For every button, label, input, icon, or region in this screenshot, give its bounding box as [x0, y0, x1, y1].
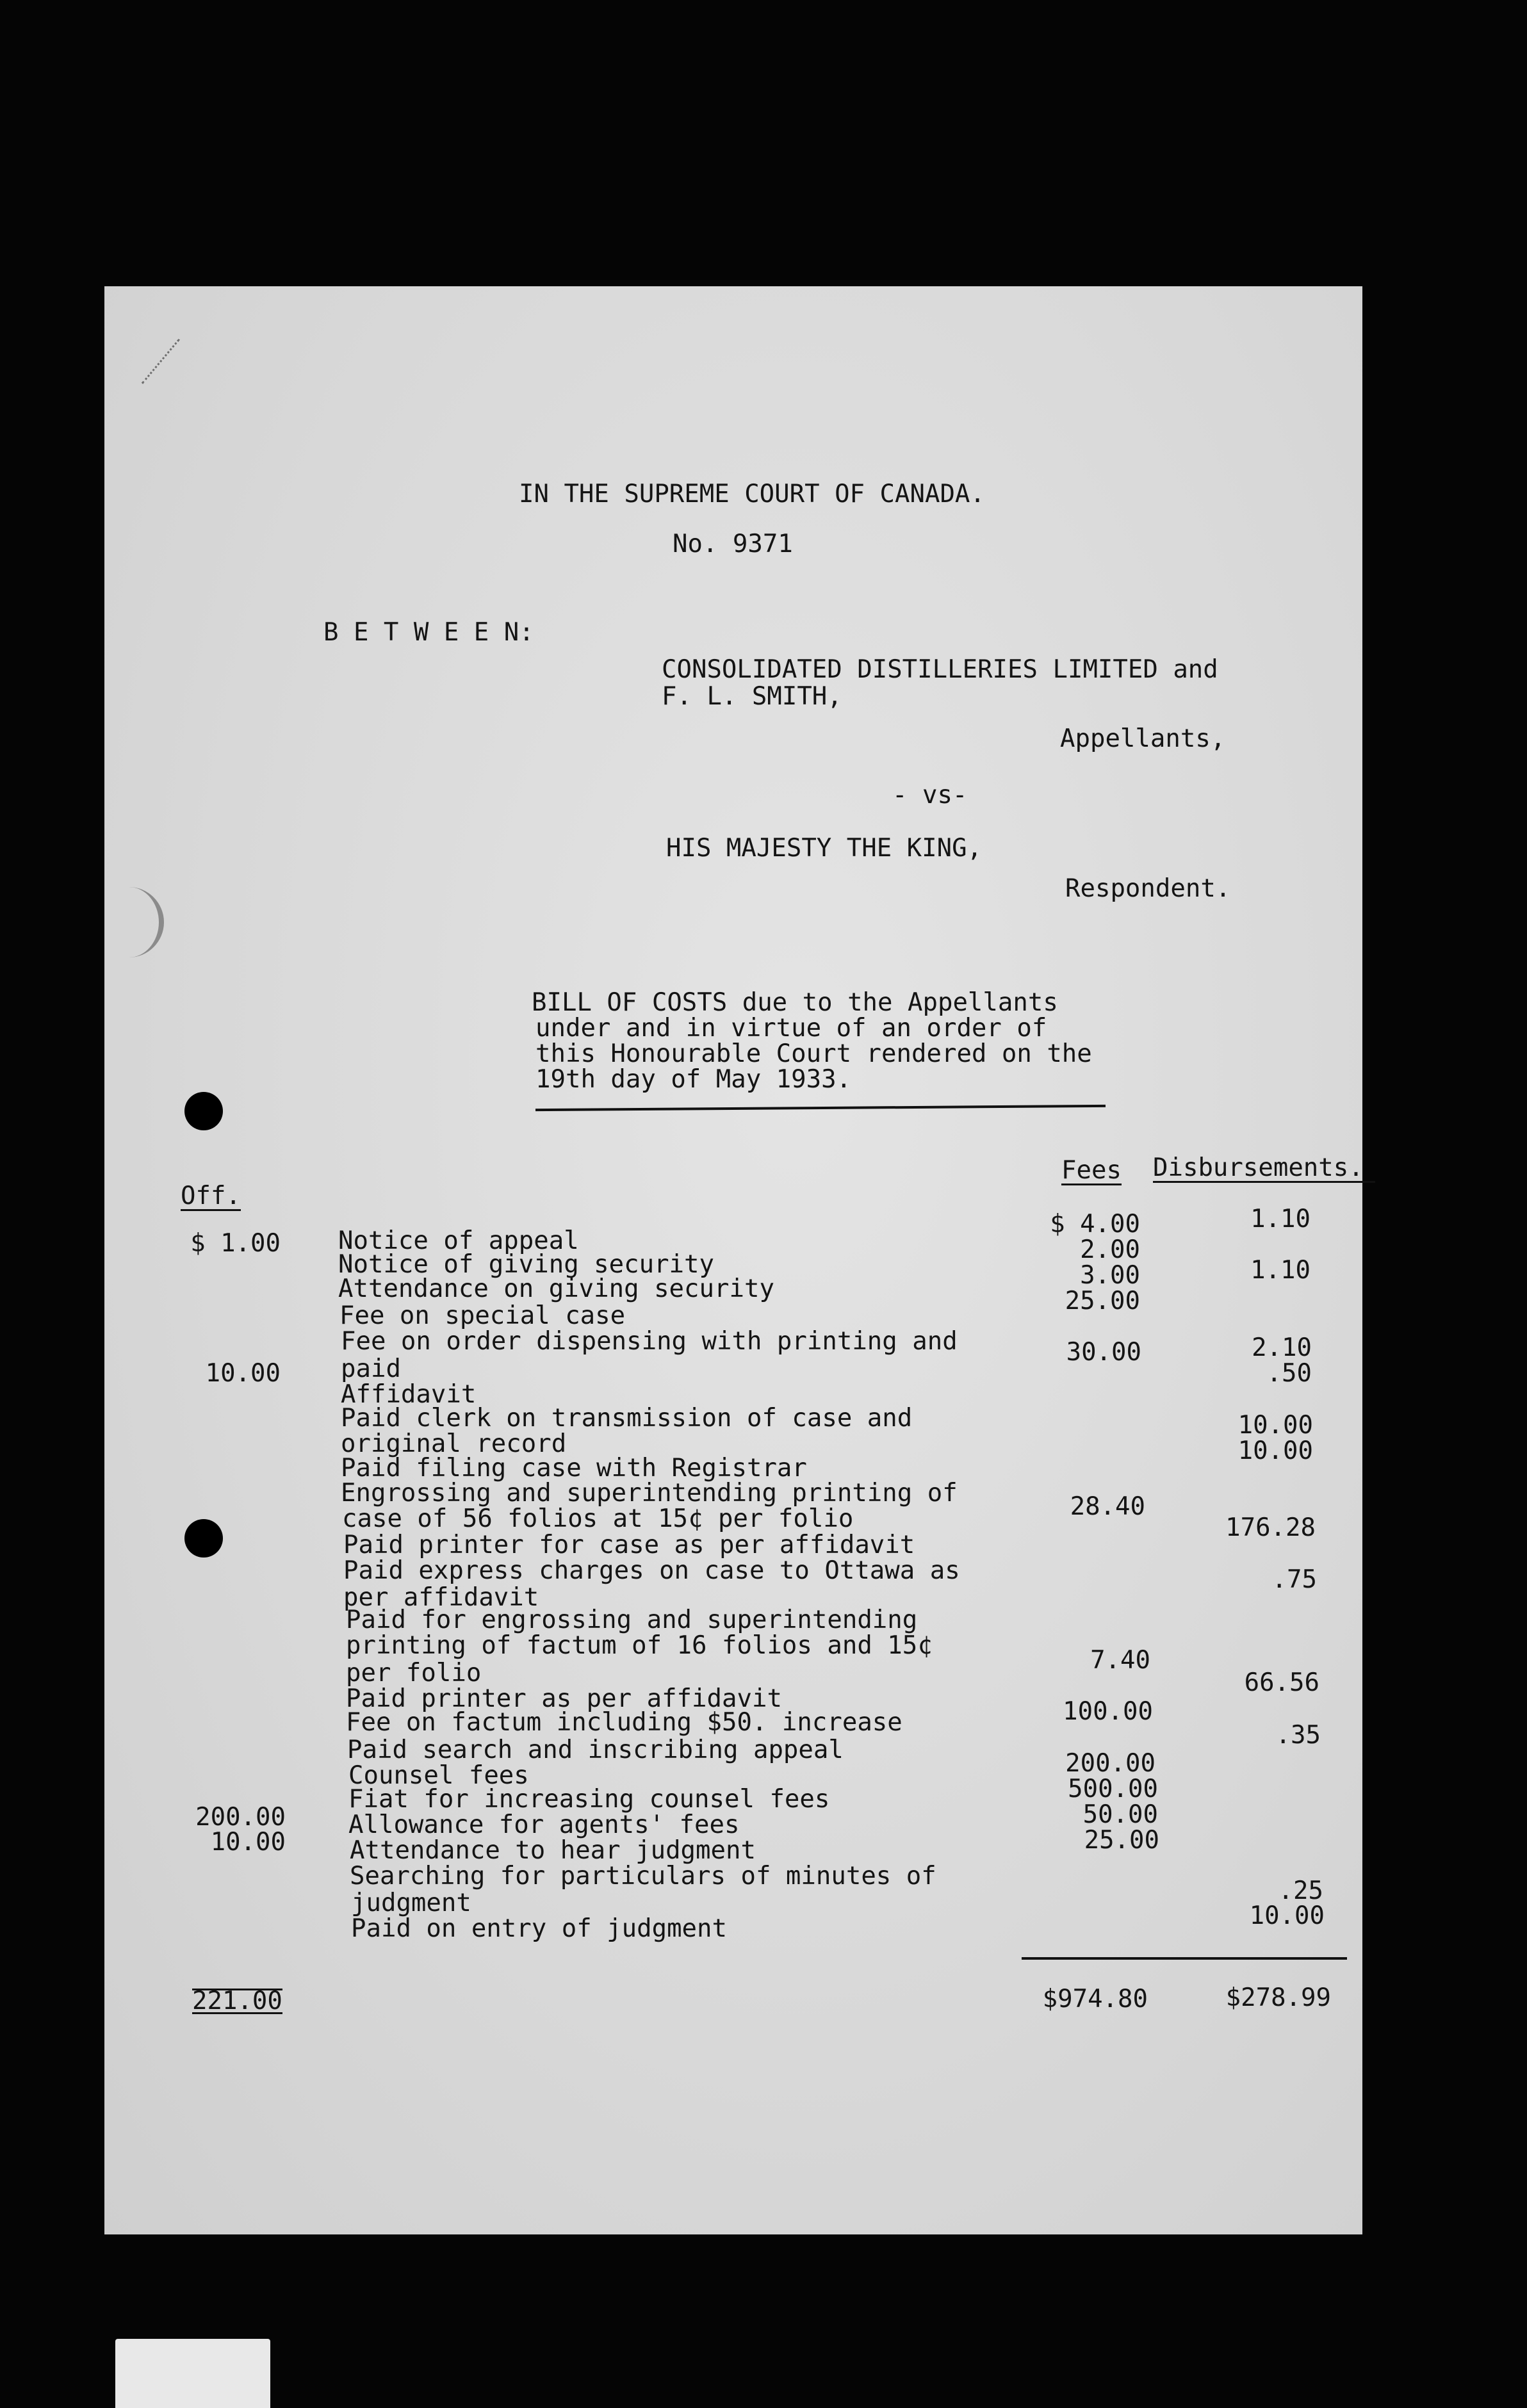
fees-value: 28.40 — [1070, 1492, 1145, 1521]
item-description: Attendance to hear judgment — [350, 1836, 756, 1865]
punch-hole-bottom — [184, 1519, 223, 1558]
item-description: Notice of appeal — [338, 1226, 579, 1255]
disbursement-value: 1.10 — [1250, 1256, 1311, 1285]
off-value: 10.00 — [205, 1359, 281, 1388]
item-description: Notice of giving security — [338, 1250, 714, 1279]
disbursement-value: 1.10 — [1250, 1205, 1311, 1233]
item-description: Fee on special case — [339, 1301, 626, 1330]
respondent-name: HIS MAJESTY THE KING, — [666, 834, 983, 863]
fees-value: 25.00 — [1084, 1826, 1159, 1855]
item-description: Paid printer for case as per affidavit — [343, 1531, 915, 1559]
bill-title-line1: BILL OF COSTS due to the Appellants — [532, 988, 1058, 1017]
appellant-name-line2: F. L. SMITH, — [662, 682, 842, 711]
item-description: Counsel fees — [348, 1761, 529, 1790]
fees-value: 30.00 — [1066, 1338, 1141, 1367]
document-page — [104, 286, 1362, 2234]
appellants-label: Appellants, — [1060, 724, 1226, 753]
item-description: Paid clerk on transmission of case and — [341, 1404, 913, 1433]
item-description: Fee on order dispensing with printing and — [341, 1327, 958, 1356]
col-header-disbursements: Disbursements. — [1153, 1155, 1375, 1183]
court-heading: IN THE SUPREME COURT OF CANADA. — [519, 480, 985, 508]
item-description: Fee on factum including $50. increase — [346, 1708, 902, 1737]
item-description: Affidavit — [341, 1380, 477, 1409]
disbursements-total: $278.99 — [1225, 1983, 1331, 2012]
item-description: paid — [341, 1354, 401, 1383]
fees-value: 100.00 — [1063, 1697, 1153, 1726]
col-header-off: Off. — [181, 1182, 241, 1210]
case-number: No. 9371 — [673, 530, 793, 558]
bill-title-line4: 19th day of May 1933. — [535, 1065, 852, 1094]
item-description: Paid express charges on case to Ottawa as — [343, 1556, 960, 1585]
item-description: Allowance for agents' fees — [348, 1810, 740, 1839]
fees-value: 3.00 — [1080, 1261, 1140, 1290]
disbursement-value: 10.00 — [1237, 1411, 1313, 1440]
item-description: judgment — [351, 1889, 471, 1917]
disbursement-value: 10.00 — [1249, 1901, 1325, 1930]
fees-value: 50.00 — [1082, 1800, 1158, 1829]
respondent-label: Respondent. — [1065, 874, 1231, 903]
versus-label: - vs- — [892, 781, 968, 809]
disbursement-value: 66.56 — [1244, 1668, 1319, 1697]
disbursement-value: 10.00 — [1237, 1436, 1313, 1465]
item-description: case of 56 folios at 15¢ per folio — [342, 1504, 854, 1533]
bill-title-line2: under and in virtue of an order of — [535, 1014, 1047, 1043]
punch-hole-top — [184, 1092, 223, 1130]
item-description: per folio — [346, 1659, 482, 1688]
col-header-fees: Fees — [1061, 1156, 1122, 1185]
item-description: Paid for engrossing and superintending — [346, 1606, 918, 1634]
item-description: printing of factum of 16 folios and 15¢ — [346, 1631, 933, 1660]
bill-title-line3: this Honourable Court rendered on the — [535, 1039, 1092, 1068]
film-tab — [115, 2339, 270, 2408]
appellant-name-line1: CONSOLIDATED DISTILLERIES LIMITED and — [662, 655, 1218, 684]
off-value: 200.00 — [195, 1803, 286, 1832]
off-total: 221.00 — [192, 1987, 282, 2015]
off-value: $ 1.00 — [190, 1229, 281, 1258]
item-description: Engrossing and superintending printing of — [341, 1479, 958, 1508]
fees-value: 2.00 — [1080, 1235, 1140, 1264]
fees-value: $ 4.00 — [1050, 1210, 1140, 1239]
item-description: Fiat for increasing counsel fees — [348, 1785, 830, 1814]
fees-value: 7.40 — [1090, 1646, 1150, 1675]
disbursement-value: .50 — [1266, 1359, 1312, 1388]
item-description: Searching for particulars of minutes of — [350, 1862, 936, 1891]
item-description: Paid search and inscribing appeal — [347, 1736, 844, 1764]
disbursement-value: .75 — [1271, 1565, 1317, 1594]
item-description: per affidavit — [343, 1583, 539, 1612]
item-description: original record — [341, 1429, 567, 1458]
item-description: Attendance on giving security — [338, 1274, 774, 1303]
fees-value: 500.00 — [1068, 1775, 1158, 1803]
fees-total: $974.80 — [1042, 1985, 1148, 2013]
off-value: 10.00 — [210, 1828, 286, 1857]
fees-value: 25.00 — [1065, 1287, 1140, 1315]
item-description: Paid printer as per affidavit — [346, 1684, 782, 1713]
fees-value: 200.00 — [1065, 1749, 1155, 1778]
item-description: Paid on entry of judgment — [351, 1914, 727, 1943]
disbursement-value: 176.28 — [1225, 1513, 1316, 1542]
disbursement-value: .25 — [1278, 1876, 1323, 1905]
item-description: Paid filing case with Registrar — [341, 1454, 807, 1483]
between-label: B E T W E E N: — [323, 618, 534, 647]
totals-rule — [1022, 1957, 1347, 1960]
disbursement-value: .35 — [1275, 1721, 1321, 1750]
disbursement-value: 2.10 — [1252, 1333, 1312, 1362]
